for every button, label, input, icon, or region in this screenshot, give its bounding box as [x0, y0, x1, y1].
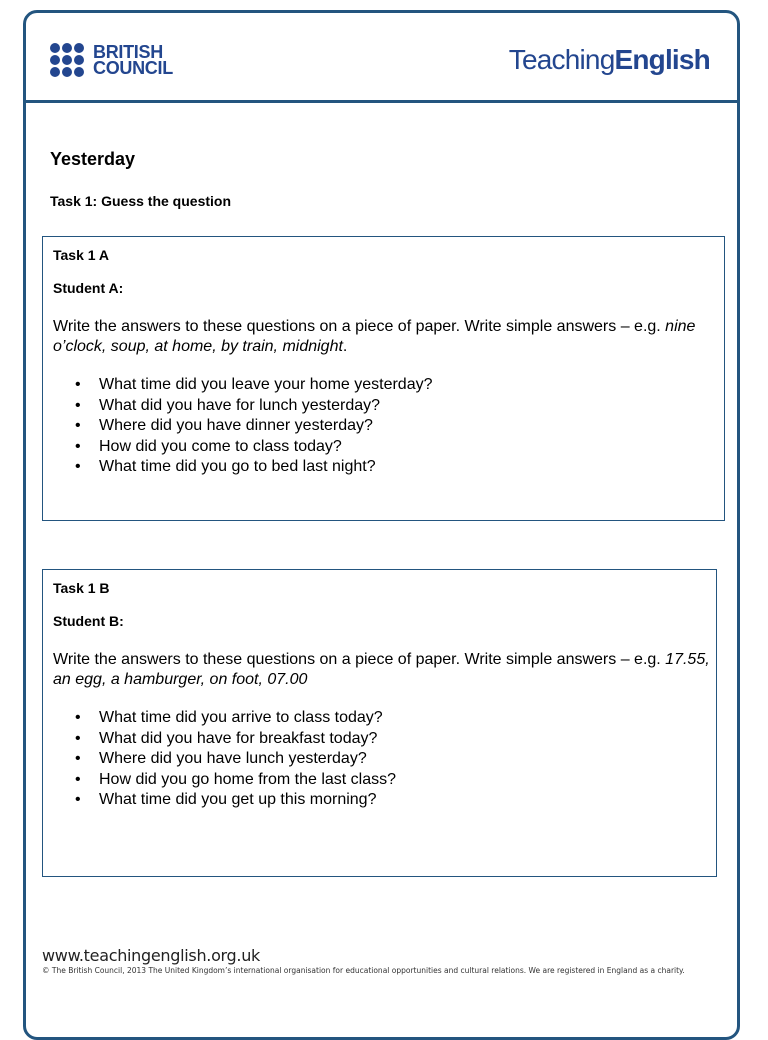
te-logo-part1: Teaching [508, 44, 615, 75]
task-1a-question-list [73, 375, 433, 478]
task-1b-box [42, 569, 717, 877]
task-heading: Task 1: Guess the question [50, 193, 232, 209]
task-1b-examples: 17.55, an egg, a hamburger, on foot, 07.00 [53, 651, 710, 688]
task-1b-instruction [53, 650, 723, 690]
list-item: • How did you come to class today? [73, 437, 433, 458]
te-logo-part2: English [614, 44, 710, 75]
bc-logo-line1: BRITISH [93, 42, 163, 62]
list-item: • What did you have for lunch yesterday? [73, 396, 433, 417]
list-item: • What did you have for breakfast today? [73, 729, 396, 750]
list-item: • Where did you have lunch yesterday? [73, 749, 396, 770]
list-item: • What time did you arrive to class today? [73, 708, 396, 729]
task-1a-box [42, 236, 725, 521]
task-1a-label: Task 1 A [53, 247, 110, 263]
page-title: Yesterday [50, 149, 136, 169]
student-a-label: Student A: [53, 280, 124, 296]
british-council-dots-icon [50, 43, 86, 79]
header-divider [23, 100, 740, 103]
list-item: • What time did you leave your home yesterday? [73, 375, 433, 396]
task-1a-instruction-text: Write the answers to these questions on a piece of paper. Write simple answers – e.g. [53, 318, 666, 335]
list-item: • What time did you go to bed last night? [73, 457, 433, 478]
footer-legal-text: © The British Council, 2013 The United Kingdom’s international organisation for educational opportunities and cultural relations. We are registered in England as a charity. [42, 966, 685, 975]
task-1b-label: Task 1 B [53, 580, 110, 596]
task-1b-question-list [73, 708, 396, 811]
task-1a-instruction-end: . [342, 338, 348, 355]
task-1a-examples: nine o’clock, soup, at home, by train, midnight [53, 318, 696, 355]
footer-url-link[interactable]: www.teachingenglish.org.uk [42, 946, 261, 965]
list-item: • What time did you get up this morning? [73, 790, 396, 811]
student-b-label: Student B: [53, 613, 124, 629]
list-item: • How did you go home from the last class? [73, 770, 396, 791]
teaching-english-logo [509, 44, 710, 76]
list-item: • Where did you have dinner yesterday? [73, 416, 433, 437]
task-1a-instruction [53, 317, 723, 357]
task-1b-instruction-text: Write the answers to these questions on a piece of paper. Write simple answers – e.g. [53, 651, 666, 668]
british-council-wordmark [93, 44, 173, 76]
bc-logo-line2: COUNCIL [93, 58, 173, 78]
